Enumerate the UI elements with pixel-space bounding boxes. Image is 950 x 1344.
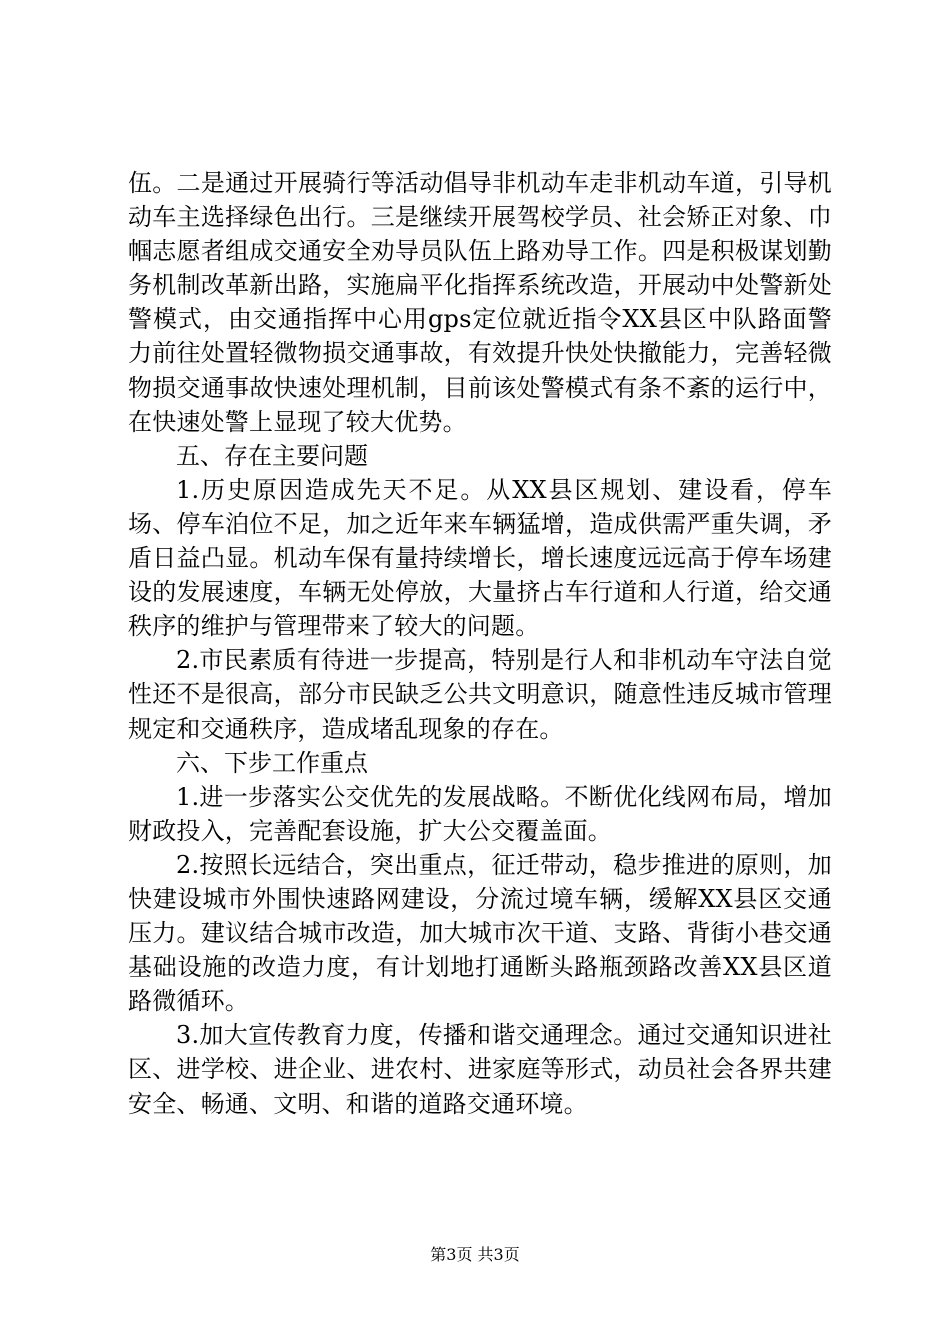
paragraph-problem-2: 2.市民素质有待进一步提高，特别是行人和非机动车守法自觉性还不是很高，部分市民缺乏公共文明意识，随意性违反城市管理规定和交通秩序，造成堵乱现象的存在。 (128, 646, 832, 743)
section-heading-problems: 五、存在主要问题 (176, 441, 368, 470)
paragraph-continuation: 伍。二是通过开展骑行等活动倡导非机动车走非机动车道，引导机动车主选择绿色出行。三是继续开展驾校学员、社会矫正对象、巾帼志愿者组成交通安全劝导员队伍上路劝导工作。四是积极谋划勤务机制改革新出路，实施扁平化指挥系统改造，开展动中处警新处警模式，由交通指挥中心用gps定位就近指令XX县区中队路面警力前往处置轻微物损交通事故，有效提升快处快撤能力，完善轻微物损交通事故快速处理机制，目前该处警模式有条不紊的运行中，在快速处警上显现了较大优势。 (128, 169, 832, 436)
page-footer: 第3页 共3页 (430, 1245, 520, 1264)
paragraph-problem-1: 1.历史原因造成先天不足。从XX县区规划、建设看，停车场、停车泊位不足，加之近年来车辆猛增，造成供需严重失调，矛盾日益凸显。机动车保有量持续增长，增长速度远远高于停车场建设的发展速度，车辆无处停放，大量挤占车行道和人行道，给交通秩序的维护与管理带来了较大的问题。 (128, 475, 832, 641)
section-heading-next-steps: 六、下步工作重点 (176, 748, 368, 777)
paragraph-next-step-1: 1.进一步落实公交优先的发展战略。不断优化线网布局，增加财政投入，完善配套设施，扩大公交覆盖面。 (128, 782, 832, 845)
paragraph-next-step-3: 3.加大宣传教育力度，传播和谐交通理念。通过交通知识进社区、进学校、进企业、进农村、进家庭等形式，动员社会各界共建安全、畅通、文明、和谐的道路交通环境。 (128, 1021, 832, 1118)
paragraph-next-step-2: 2.按照长远结合，突出重点，征迁带动，稳步推进的原则，加快建设城市外围快速路网建设，分流过境车辆，缓解XX县区交通压力。建议结合城市改造，加大城市次干道、支路、背街小巷交通基础设施的改造力度，有计划地打通断头路瓶颈路改善XX县区道路微循环。 (128, 850, 832, 1016)
document-body (128, 166, 832, 1121)
